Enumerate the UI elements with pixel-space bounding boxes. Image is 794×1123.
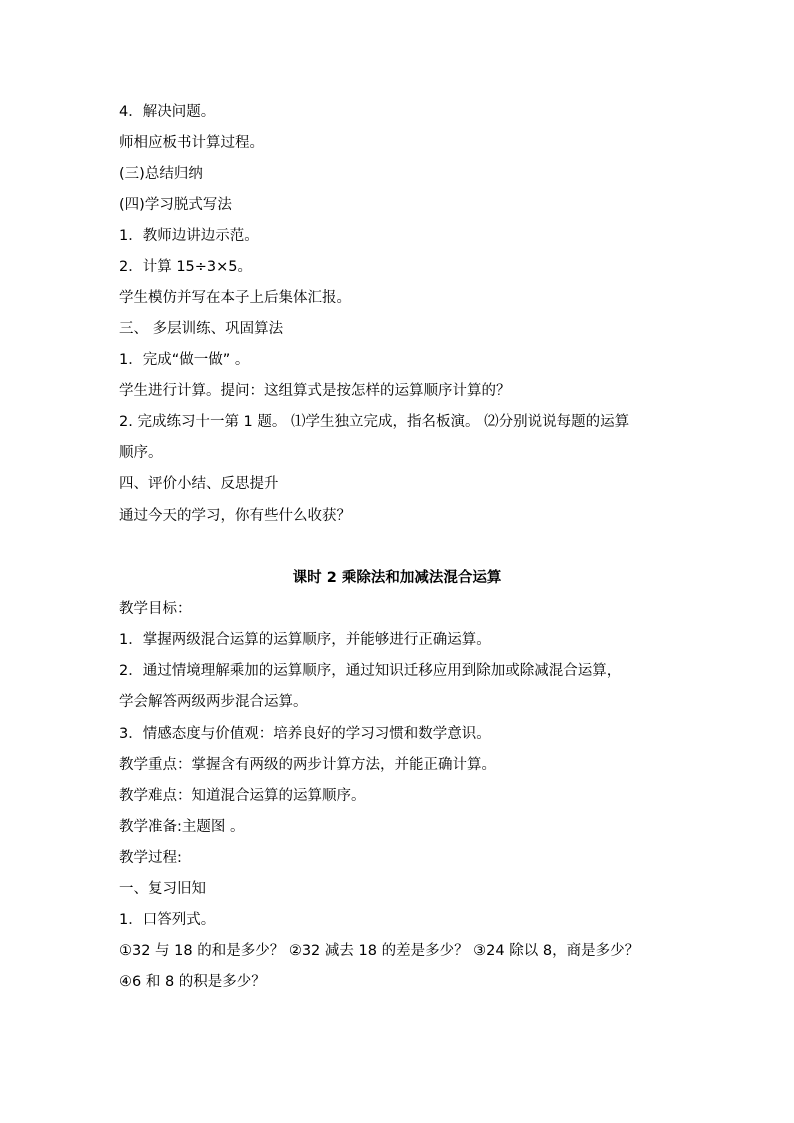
text-line: 教学难点：知道混合运算的运算顺序。 bbox=[119, 788, 366, 804]
text-line: 1．完成“做一做” 。 bbox=[119, 352, 250, 368]
section-heading: 一、复习旧知 bbox=[119, 881, 206, 897]
text-line: 1．口答列式。 bbox=[119, 912, 216, 928]
text-line: 2．通过情境理解乘加的运算顺序，通过知识迁移应用到除加或除减混合运算， bbox=[119, 663, 622, 679]
text-line: 教学重点：掌握含有两级的两步计算方法，并能正确计算。 bbox=[119, 757, 496, 773]
section-heading: 三、 多层训练、巩固算法 bbox=[119, 321, 284, 337]
text-line: 1．教师边讲边示范。 bbox=[119, 228, 259, 244]
text-line: 师相应板书计算过程。 bbox=[119, 135, 264, 151]
section-heading: 四、评价小结、反思提升 bbox=[119, 476, 279, 492]
text-line: ①32 与 18 的和是多少？ ②32 减去 18 的差是多少？ ③24 除以 8，商是多少？ bbox=[119, 943, 640, 959]
text-line: 学生模仿并写在本子上后集体汇报。 bbox=[119, 290, 351, 306]
text-line: 1．掌握两级混合运算的运算顺序，并能够进行正确运算。 bbox=[119, 632, 491, 648]
text-line: 教学目标： bbox=[119, 601, 192, 617]
text-line: 2. 完成练习十一第 1 题。 ⑴学生独立完成，指名板演。 ⑵分别说说每题的运算 bbox=[119, 414, 630, 430]
text-line: 教学过程: bbox=[119, 850, 182, 866]
text-line: 通过今天的学习，你有些什么收获？ bbox=[119, 508, 351, 524]
text-line: 顺序。 bbox=[119, 445, 163, 461]
lesson-title: 课时 2 乘除法和加减法混合运算 bbox=[292, 570, 502, 586]
text-line: 4．解决问题。 bbox=[119, 104, 216, 120]
text-line: 学生进行计算。提问：这组算式是按怎样的运算顺序计算的？ bbox=[119, 383, 511, 399]
text-line: (三)总结归纳 bbox=[119, 166, 203, 182]
text-line: 教学准备:主题图 。 bbox=[119, 819, 245, 835]
text-line: 2．计算 15÷3×5。 bbox=[119, 259, 253, 275]
text-line: 3．情感态度与价值观：培养良好的学习习惯和数学意识。 bbox=[119, 726, 491, 742]
text-line: 学会解答两级两步混合运算。 bbox=[119, 694, 308, 710]
text-line: (四)学习脱式写法 bbox=[119, 197, 232, 213]
text-line: ④6 和 8 的积是多少？ bbox=[119, 974, 266, 990]
